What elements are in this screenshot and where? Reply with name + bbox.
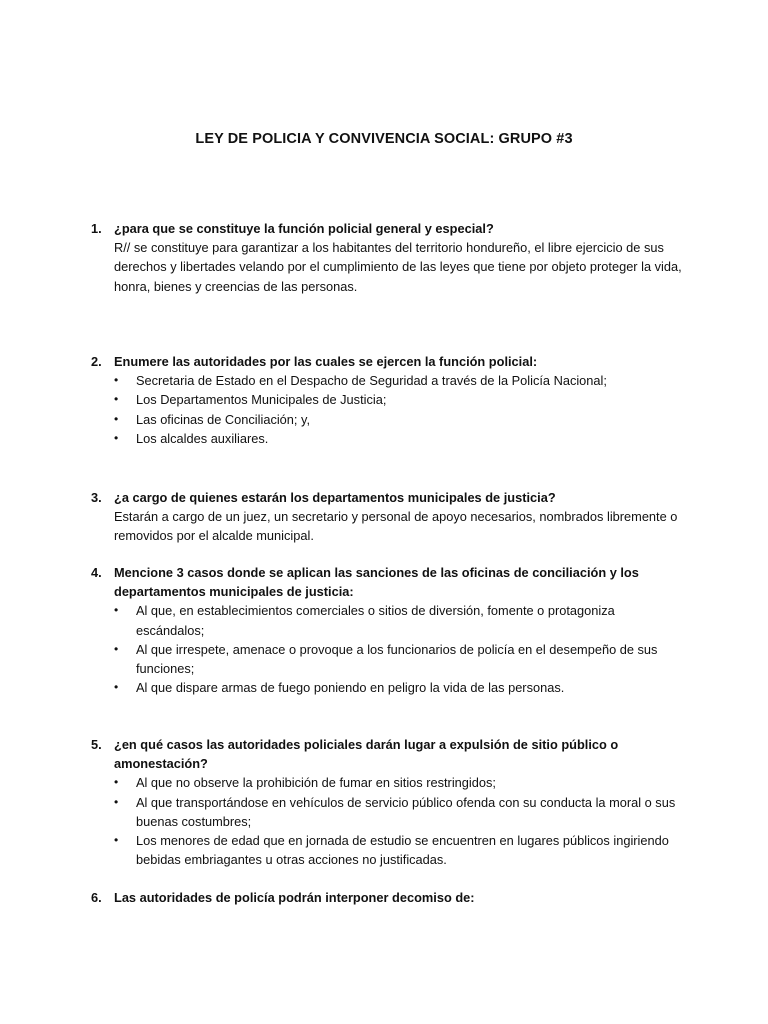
list-item: • Los Departamentos Municipales de Justicia; xyxy=(114,390,691,409)
question-section-2 xyxy=(91,352,691,448)
question-text: ¿para que se constituye la función policial general y especial? xyxy=(114,221,494,236)
question-section-3 xyxy=(91,488,691,546)
list-item: • Al que transportándose en vehículos de servicio público ofenda con su conducta la moral o sus buenas costumbres; xyxy=(114,793,691,831)
answer-text: R// se constituye para garantizar a los habitantes del territorio hondureño, el libre ejercicio de sus derechos y libertades velando por el cumplimiento de las leyes que tiene por objeto proteger la vida, honra, bienes y creencias de las personas. xyxy=(114,240,682,294)
question-heading xyxy=(91,488,691,507)
bullet-icon: • xyxy=(114,373,119,388)
question-heading xyxy=(91,563,691,601)
bullet-list xyxy=(91,773,691,869)
list-item: • Al que dispare armas de fuego poniendo en peligro la vida de las personas. xyxy=(114,678,691,697)
list-item: • Los alcaldes auxiliares. xyxy=(114,429,691,448)
bullet-list xyxy=(91,601,691,697)
question-text: Las autoridades de policía podrán interponer decomiso de: xyxy=(114,890,475,905)
question-heading xyxy=(91,352,691,371)
question-text: ¿a cargo de quienes estarán los departamentos municipales de justicia? xyxy=(114,490,556,505)
question-section-1 xyxy=(91,219,691,296)
bullet-icon: • xyxy=(114,833,119,848)
question-heading xyxy=(91,888,691,907)
bullet-list xyxy=(91,371,691,448)
bullet-icon: • xyxy=(114,430,119,445)
bullet-icon: • xyxy=(114,603,119,618)
bullet-icon: • xyxy=(114,775,119,790)
list-item: • Al que irrespete, amenace o provoque a los funcionarios de policía en el desempeño de sus funciones; xyxy=(114,640,691,678)
bullet-icon: • xyxy=(114,794,119,809)
document-title: LEY DE POLICIA Y CONVIVENCIA SOCIAL: GRUPO #3 xyxy=(195,131,573,147)
answer-text: Estarán a cargo de un juez, un secretario y personal de apoyo necesarios, nombrados libremente o removidos por el alcalde municipal. xyxy=(114,509,678,544)
question-section-6 xyxy=(91,888,691,907)
list-item: • Al que, en establecimientos comerciales o sitios de diversión, fomente o protagoniza escándalos; xyxy=(114,601,691,639)
list-item: • Al que no observe la prohibición de fumar en sitios restringidos; xyxy=(114,773,691,792)
question-text: Enumere las autoridades por las cuales se ejercen la función policial: xyxy=(114,354,538,369)
question-heading xyxy=(91,735,691,773)
question-number: 6. xyxy=(91,890,102,905)
question-number: 2. xyxy=(91,354,102,369)
bullet-icon: • xyxy=(114,680,119,695)
bullet-icon: • xyxy=(114,411,119,426)
question-section-5 xyxy=(91,735,691,869)
question-number: 3. xyxy=(91,490,102,505)
question-text: Mencione 3 casos donde se aplican las sanciones de las oficinas de conciliación y los departamentos municipales de justicia: xyxy=(114,565,639,600)
list-item: • Las oficinas de Conciliación; y, xyxy=(114,410,691,429)
question-text: ¿en qué casos las autoridades policiales darán lugar a expulsión de sitio público o amonestación? xyxy=(114,737,619,772)
list-item: • Secretaria de Estado en el Despacho de Seguridad a través de la Policía Nacional; xyxy=(114,371,691,390)
question-number: 5. xyxy=(91,737,102,752)
question-number: 1. xyxy=(91,221,102,236)
list-item: • Los menores de edad que en jornada de estudio se encuentren en lugares públicos ingiriendo bebidas embriagantes u otras acciones no justificadas. xyxy=(114,831,691,869)
question-heading xyxy=(91,219,691,238)
question-number: 4. xyxy=(91,565,102,580)
bullet-icon: • xyxy=(114,392,119,407)
question-section-4 xyxy=(91,563,691,697)
bullet-icon: • xyxy=(114,641,119,656)
